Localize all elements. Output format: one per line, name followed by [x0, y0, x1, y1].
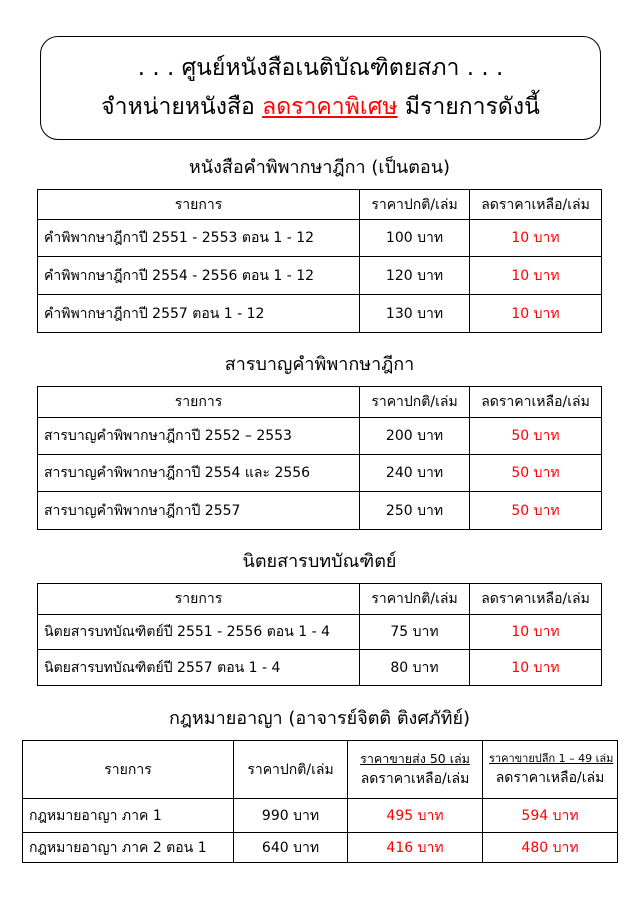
retail-price: 594 บาท	[483, 799, 618, 833]
banner-subtitle-prefix: จำหน่ายหนังสือ	[101, 94, 263, 120]
discount-price: 10 บาท	[470, 295, 602, 333]
regular-price: 640 บาท	[234, 833, 348, 863]
item-name: กฎหมายอาญา ภาค 1	[23, 799, 234, 833]
table-header-row	[38, 387, 602, 418]
wholesale-price: 416 บาท	[348, 833, 483, 863]
regular-price: 240 บาท	[360, 455, 470, 492]
retail-label: ราคาขายปลีก 1 – 49 เล่ม	[489, 751, 614, 765]
table-row	[38, 418, 602, 455]
section-title-judgment-indexes: สารบาญคำพิพากษาฎีกา	[224, 354, 415, 375]
regular-price: 250 บาท	[360, 492, 470, 530]
header-discount-price: ลดราคาเหลือ/เล่ม	[470, 190, 602, 220]
regular-price: 80 บาท	[360, 650, 470, 686]
discount-price: 50 บาท	[470, 455, 602, 492]
header-item: รายการ	[38, 584, 360, 615]
item-name: สารบาญคำพิพากษาฎีกาปี 2557	[38, 492, 360, 530]
header-discount-price: ลดราคาเหลือ/เล่ม	[470, 387, 602, 418]
table-law-journal	[37, 583, 602, 686]
header-wholesale	[348, 741, 483, 799]
banner-subtitle	[41, 91, 600, 123]
section-title-law-journal: นิตยสารบทบัณฑิตย์	[242, 551, 397, 572]
discount-price: 10 บาท	[470, 615, 602, 650]
table-row	[38, 257, 602, 295]
table-judgment-indexes	[37, 386, 602, 530]
table-row	[38, 650, 602, 686]
section-title-criminal-law: กฎหมายอาญา (อาจารย์จิตติ ติงศภัทิย์)	[168, 708, 471, 729]
header-discount-price: ลดราคาเหลือ/เล่ม	[470, 584, 602, 615]
table-row	[38, 492, 602, 530]
retail-price: 480 บาท	[483, 833, 618, 863]
table-row	[23, 833, 618, 863]
regular-price: 200 บาท	[360, 418, 470, 455]
wholesale-price: 495 บาท	[348, 799, 483, 833]
table-row	[38, 615, 602, 650]
discount-price: 10 บาท	[470, 220, 602, 257]
wholesale-label: ราคาขายส่ง 50 เล่ม	[360, 750, 470, 766]
section-title-supreme-court-judgments: หนังสือคำพิพากษาฎีกา (เป็นตอน)	[188, 157, 451, 178]
discount-price: 50 บาท	[470, 492, 602, 530]
retail-discount-label: ลดราคาเหลือ/เล่ม	[495, 769, 605, 786]
table-header-row	[38, 584, 602, 615]
item-name: สารบาญคำพิพากษาฎีกาปี 2554 และ 2556	[38, 455, 360, 492]
regular-price: 990 บาท	[234, 799, 348, 833]
item-name: คำพิพากษาฎีกาปี 2557 ตอน 1 - 12	[38, 295, 360, 333]
header-item: รายการ	[38, 190, 360, 220]
regular-price: 120 บาท	[360, 257, 470, 295]
item-name: นิตยสารบทบัณฑิตย์ปี 2551 - 2556 ตอน 1 - 4	[38, 615, 360, 650]
header-item: รายการ	[23, 741, 234, 799]
table-row	[38, 295, 602, 333]
item-name: สารบาญคำพิพากษาฎีกาปี 2552 – 2553	[38, 418, 360, 455]
banner-subtitle-suffix: มีรายการดังนี้	[397, 94, 540, 120]
item-name: คำพิพากษาฎีกาปี 2551 - 2553 ตอน 1 - 12	[38, 220, 360, 257]
announcement-banner	[40, 36, 601, 140]
table-header-row	[23, 741, 618, 799]
header-regular-price: ราคาปกติ/เล่ม	[360, 387, 470, 418]
table-supreme-court-judgments	[37, 189, 602, 333]
header-regular-price: ราคาปกติ/เล่ม	[234, 741, 348, 799]
item-name: นิตยสารบทบัณฑิตย์ปี 2557 ตอน 1 - 4	[38, 650, 360, 686]
table-header-row	[38, 190, 602, 220]
discount-price: 50 บาท	[470, 418, 602, 455]
header-regular-price: ราคาปกติ/เล่ม	[360, 584, 470, 615]
table-row	[38, 455, 602, 492]
special-discount-highlight: ลดราคาพิเศษ	[262, 94, 398, 120]
discount-price: 10 บาท	[470, 257, 602, 295]
banner-title: . . . ศูนย์หนังสือเนติบัณฑิตยสภา . . .	[137, 55, 504, 81]
table-row	[38, 220, 602, 257]
regular-price: 75 บาท	[360, 615, 470, 650]
header-regular-price: ราคาปกติ/เล่ม	[360, 190, 470, 220]
header-retail	[483, 741, 618, 799]
item-name: กฎหมายอาญา ภาค 2 ตอน 1	[23, 833, 234, 863]
regular-price: 130 บาท	[360, 295, 470, 333]
table-row	[23, 799, 618, 833]
header-item: รายการ	[38, 387, 360, 418]
item-name: คำพิพากษาฎีกาปี 2554 - 2556 ตอน 1 - 12	[38, 257, 360, 295]
wholesale-discount-label: ลดราคาเหลือ/เล่ม	[360, 770, 470, 787]
table-criminal-law	[22, 740, 618, 863]
regular-price: 100 บาท	[360, 220, 470, 257]
discount-price: 10 บาท	[470, 650, 602, 686]
